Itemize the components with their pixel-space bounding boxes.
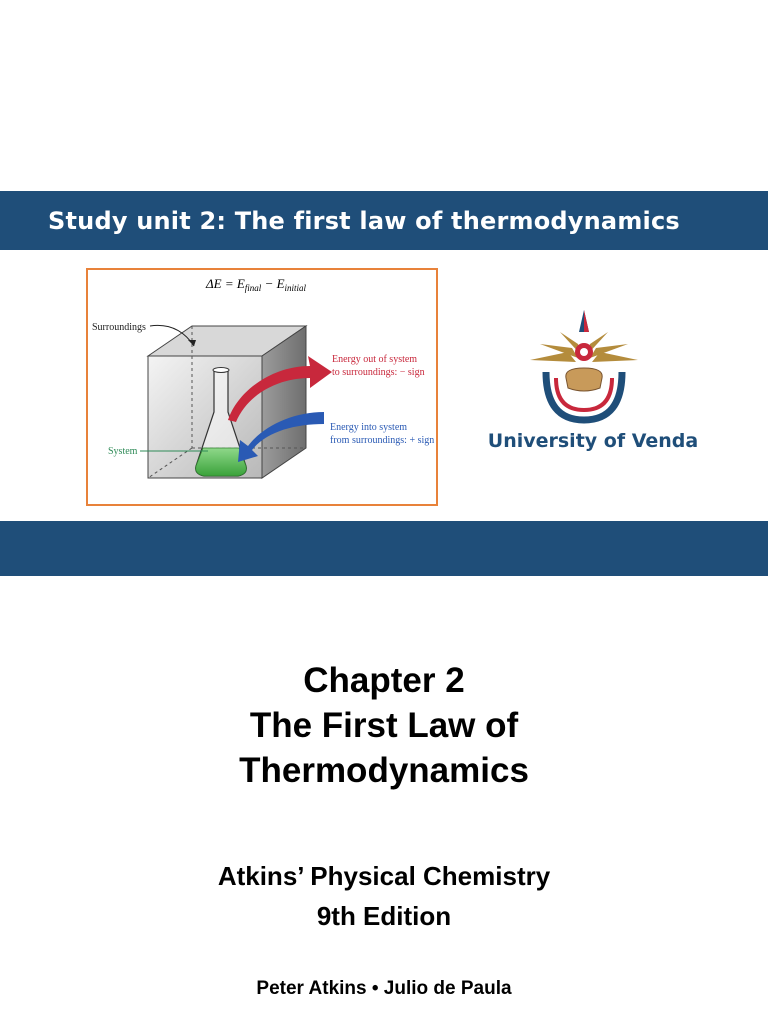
book-title: Atkins’ Physical Chemistry [217, 861, 551, 891]
chapter-title-line2: Thermodynamics [239, 751, 529, 790]
university-logo [468, 308, 718, 468]
equation: $\Delta E = E_{final} - E_{initial}$ [206, 276, 307, 293]
crest-tip-accent [584, 310, 589, 332]
label-surroundings: Surroundings [92, 322, 146, 333]
university-name: University of Venda [487, 430, 699, 452]
system-surroundings-diagram [88, 270, 436, 504]
flask-liquid [196, 448, 247, 476]
chapter-heading [0, 658, 768, 793]
chapter-number: Chapter 2 [303, 661, 465, 700]
crest-icon [468, 308, 718, 430]
energy-in-label: Energy into system from surroundings: + sign [330, 422, 435, 446]
book-info [0, 856, 768, 936]
authors: Peter Atkins • Julio de Paula [256, 978, 512, 999]
study-unit-title: Study unit 2: The first law of thermodynamics [48, 207, 680, 235]
book-edition: 9th Edition [316, 901, 452, 931]
flask-mouth [213, 368, 229, 373]
chapter-title-line1: The First Law of [249, 706, 519, 745]
thermodynamics-figure [86, 268, 438, 506]
label-system: System [108, 446, 138, 457]
crest-pot [566, 368, 602, 391]
energy-out-label: Energy out of system to surroundings: − sign [332, 354, 425, 378]
divider-band [0, 521, 768, 576]
title-band [0, 191, 768, 250]
